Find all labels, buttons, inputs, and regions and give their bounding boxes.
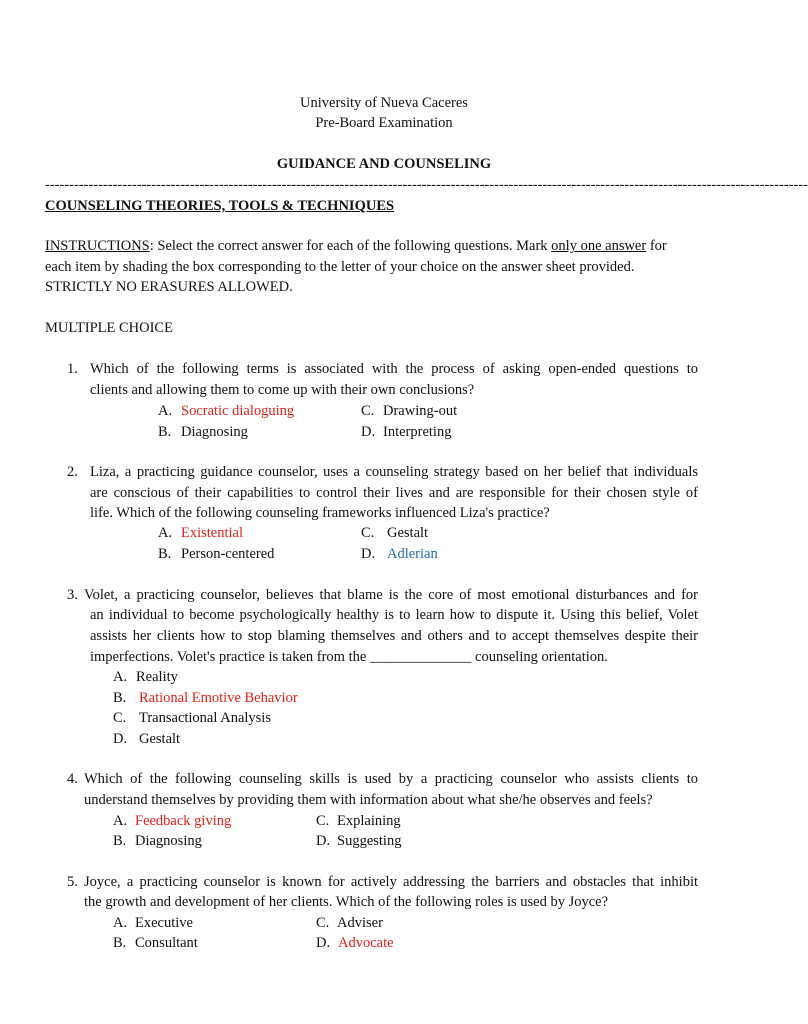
option-text-correct: Feedback giving (135, 813, 232, 829)
question-text-line: clients and allowing them to come up with their own conclusions? (90, 382, 475, 398)
option-letter: B. (113, 690, 127, 706)
instructions-label: INSTRUCTIONS (45, 238, 150, 254)
option-text-correct: Advocate (338, 935, 394, 951)
question-text-line: Which of the following counseling skills is used by a practicing counselor who assists clients to (84, 771, 698, 787)
option-letter: A. (113, 669, 128, 685)
option-text: Reality (136, 669, 178, 685)
part-title: MULTIPLE CHOICE (45, 320, 173, 336)
option-letter: B. (158, 424, 172, 440)
question-text-line: the growth and development of her clients. Which of the following roles is used by Joyce? (84, 894, 609, 910)
option-text-highlighted: Adlerian (387, 546, 438, 562)
option-letter: B. (158, 546, 172, 562)
option-letter: B. (113, 833, 127, 849)
option-letter: D. (113, 731, 128, 747)
question-text-line: Volet, a practicing counselor, believes that blame is the core of most emotional disturbances and for (84, 587, 698, 603)
question-text-line: are conscious of their capabilities to control their lives and are responsible for their chosen style of (90, 485, 698, 501)
option-text: Suggesting (337, 833, 402, 849)
option-text: Person-centered (181, 546, 275, 562)
option-letter: A. (158, 403, 173, 419)
option-text: Executive (135, 915, 193, 931)
question-number: 2. (67, 464, 78, 480)
option-letter: A. (158, 525, 173, 541)
option-text: Gestalt (139, 731, 181, 747)
question-text-line: Joyce, a practicing counselor is known for actively addressing the barriers and obstacles that inhibit (84, 874, 698, 890)
instructions-line-2: each item by shading the box corresponding to the letter of your choice on the answer sheet provided. (45, 259, 635, 275)
instructions-emphasis: only one answer (551, 238, 647, 254)
option-text: Diagnosing (135, 833, 202, 849)
question-text-line: assists her clients how to stop blaming themselves and others and to accept themselves despite their (90, 628, 698, 644)
subject-title: GUIDANCE AND COUNSELING (276, 156, 492, 172)
instructions-line-3: STRICTLY NO ERASURES ALLOWED. (45, 279, 293, 295)
instructions-line-1 (45, 236, 667, 256)
option-letter: C. (361, 403, 375, 419)
question-number: 5. (67, 874, 78, 890)
option-letter: C. (113, 710, 127, 726)
option-text: Adviser (337, 915, 383, 931)
option-text-correct: Existential (181, 525, 244, 541)
separator-line: -------------------------------------------------------------------------------------------------------------------------------------------------------------- (45, 177, 808, 193)
question-number: 1. (67, 361, 78, 377)
exam-title: Pre-Board Examination (315, 115, 453, 131)
option-text: Diagnosing (181, 424, 248, 440)
question-text-line: imperfections. Volet's practice is taken from the ______________ counseling orientation. (90, 649, 608, 665)
option-text: Interpreting (383, 424, 452, 440)
section-title: COUNSELING THEORIES, TOOLS & TECHNIQUES (45, 198, 395, 214)
option-letter: D. (361, 546, 376, 562)
option-text: Gestalt (387, 525, 429, 541)
option-letter: A. (113, 915, 128, 931)
option-letter: D. (316, 833, 331, 849)
question-text-line: Which of the following terms is associated with the process of asking open-ended questions to (90, 361, 698, 377)
question-text-line: life. Which of the following counseling frameworks influenced Liza's practice? (90, 505, 550, 521)
option-text: Transactional Analysis (139, 710, 271, 726)
question-text-line: an individual to become psychologically healthy is to learn how to dispute it. Using this belief, Volet (90, 607, 698, 623)
option-letter: C. (361, 525, 375, 541)
university-name: University of Nueva Caceres (300, 95, 468, 111)
option-text: Consultant (135, 935, 198, 951)
option-text-correct: Socratic dialoguing (181, 403, 295, 419)
option-letter: C. (316, 813, 330, 829)
option-letter: D. (316, 935, 331, 951)
option-text: Drawing-out (383, 403, 458, 419)
option-letter: C. (316, 915, 330, 931)
option-text-correct: Rational Emotive Behavior (139, 690, 298, 706)
option-letter: B. (113, 935, 127, 951)
option-letter: D. (361, 424, 376, 440)
question-number: 4. (67, 771, 78, 787)
option-text: Explaining (337, 813, 401, 829)
option-letter: A. (113, 813, 128, 829)
instructions-text-a: : Select the correct answer for each of the following questions. Mark (149, 238, 552, 254)
instructions-text-b: for (646, 238, 667, 254)
question-text-line: understand themselves by providing them with information about what she/he observes and feels? (84, 792, 653, 808)
question-number: 3. (67, 587, 78, 603)
question-text-line: Liza, a practicing guidance counselor, uses a counseling strategy based on her belief that individuals (90, 464, 698, 480)
